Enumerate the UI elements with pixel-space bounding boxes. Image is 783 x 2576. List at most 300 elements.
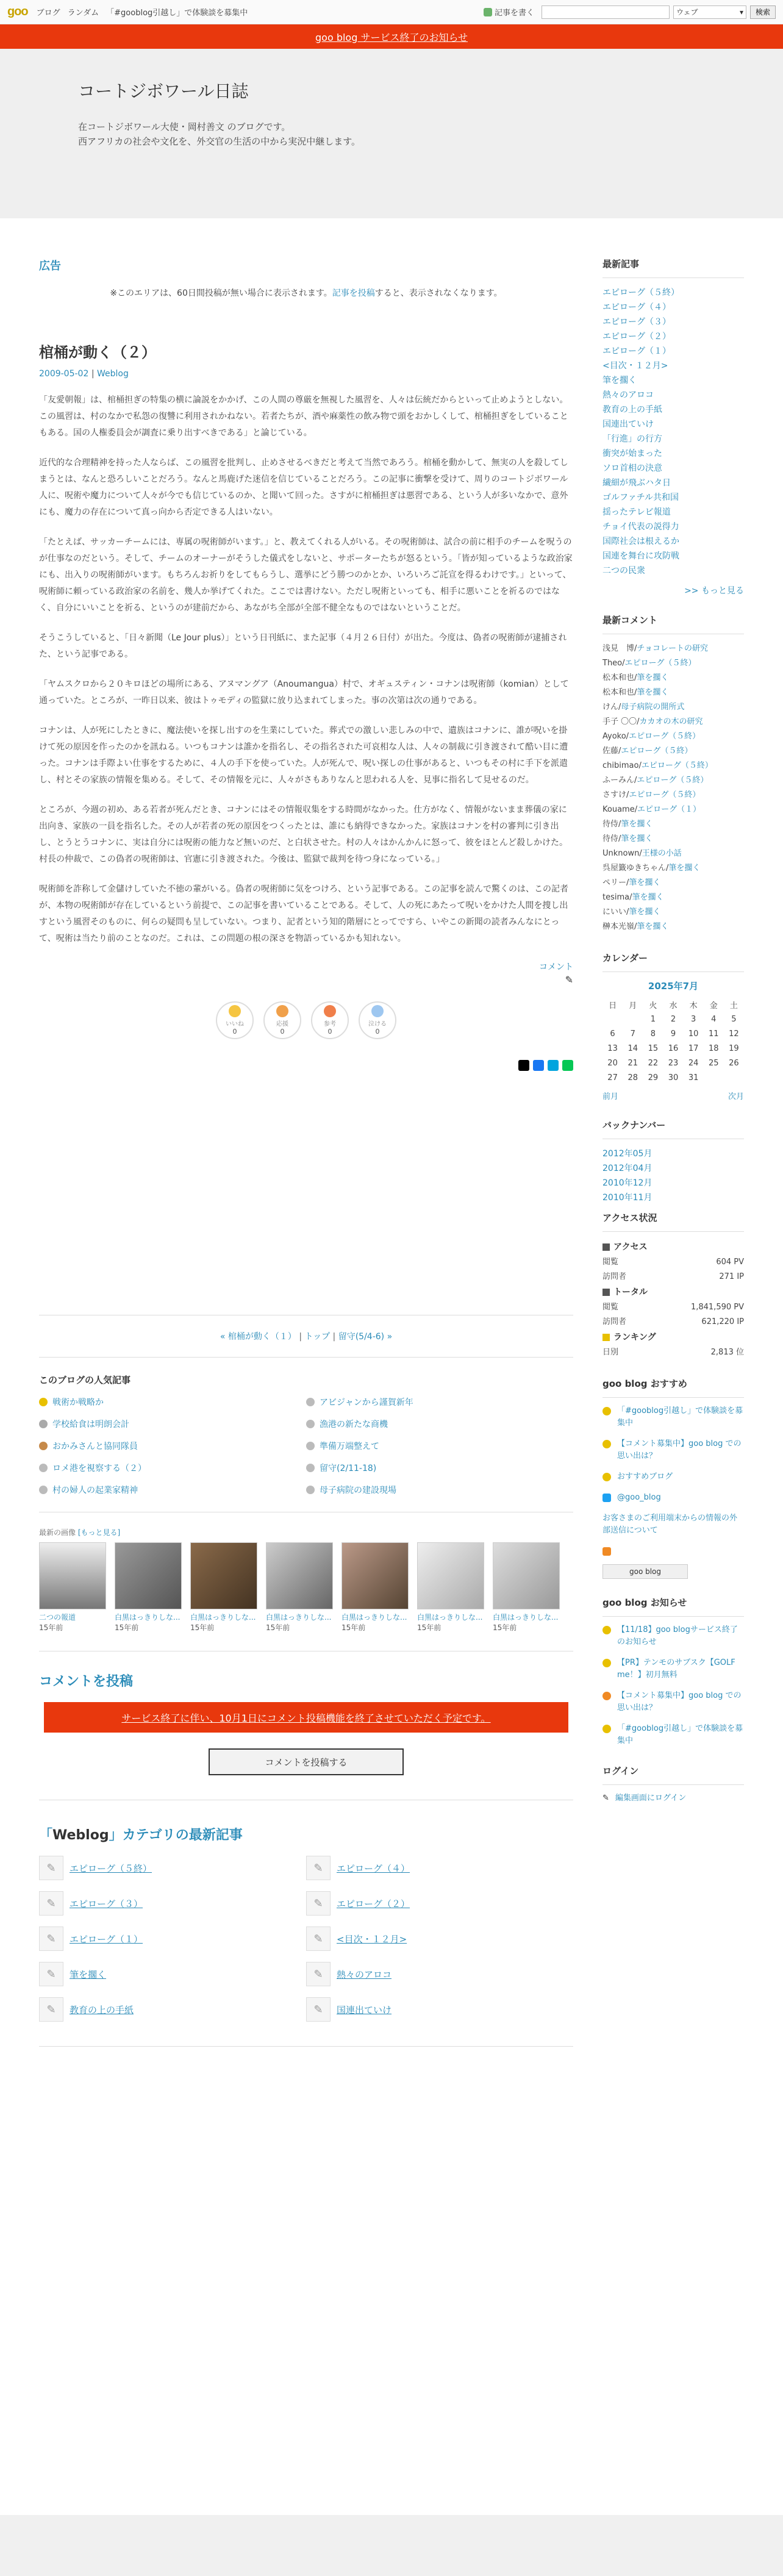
comment-post-link[interactable]: エピローグ（５終） [637,776,709,785]
thumb-age: 15年前 [341,1623,366,1632]
comment-author: Unknown/ [602,849,642,858]
image-thumb[interactable] [115,1542,182,1633]
comment-row [602,846,744,861]
access-head [602,1239,744,1255]
category-link[interactable]: エピローグ（４） [337,1862,410,1874]
comment-author: tesima/ [602,893,632,902]
comment-author: 松本和也/ [602,688,637,697]
recent-article-link[interactable]: ソロ首相の決意 [602,463,662,473]
popular-link[interactable]: ロメ港を視察する（２） [52,1464,146,1473]
popular-link[interactable]: 漁港の新たな商機 [320,1420,388,1429]
calendar-day: 26 [729,1058,739,1068]
comment-post-link[interactable]: 筆を擱く [637,673,669,682]
calendar-week [602,1026,744,1041]
calendar-day: 20 [607,1058,618,1068]
touching-face-icon [371,1005,384,1017]
category-link[interactable]: エピローグ（２） [337,1898,410,1909]
calendar-day: 7 [630,1029,635,1039]
calendar-day [602,1012,623,1026]
access-row [602,1300,744,1315]
access-value: 271 IP [719,1272,744,1281]
comment-row [602,832,744,846]
search-button[interactable]: 検索 [750,5,776,19]
login-widget [602,1764,744,1805]
access-row [602,1315,744,1329]
reaction-count: 0 [232,1028,237,1036]
line-icon[interactable] [562,1060,573,1071]
comment-author: けん/ [602,703,621,712]
popular-link[interactable]: おかみさんと協同隊員 [52,1442,138,1451]
comment-row [602,773,744,788]
comment-row [602,759,744,773]
comment-post-link[interactable]: 筆を擱く [621,820,653,829]
recent-article-link[interactable]: <目次・１２月> [602,361,668,371]
latest-images-row [39,1542,573,1633]
backnumber-link[interactable]: 2012年05月 [602,1149,652,1159]
recent-article-link[interactable]: チョイ代表の説得力 [602,522,679,532]
category-item [306,1997,573,2022]
login-title: ログイン [602,1764,744,1785]
calendar-dow: 日 [609,1001,617,1011]
comment-post-link[interactable]: 筆を擱く [632,893,664,902]
entry-meta [39,369,573,379]
comment-post-link[interactable]: 王様の小話 [642,849,682,858]
comment-row [602,876,744,890]
access-row [602,1255,744,1270]
comment-author: ふーみん/ [602,776,637,785]
access-key: 閲覧 [602,1258,619,1267]
comment-author: 佐藤/ [602,746,621,756]
entry-paragraph: ところが、今週の初め、ある若者が死んだとき、コナンにはその情報収集をする時間がなかった。仕方がなく、情報がないまま葬儀の家に出向き、家族の一員を指名した。その人が若者の死の原因をつくったとは、誰にも納得できなかった。家族はコナンを村の審判に引き出し、とうとうコナンに、実は自分には呪術の能力など無いのだ、と白状させた。村の人々はかんかんに怒って、彼をほとんど殺しかけた。村長の仲裁で、この偽者の呪術師は、官憲に引き渡された。今後は、監獄で裁判を待つ身になっている。」 [39,805,568,864]
recent-article-link[interactable]: エピローグ（４） [602,302,671,312]
reaction-label: 参考 [324,1021,336,1028]
category-item [306,1962,573,1986]
star-icon [602,1659,611,1667]
access-head-label: アクセス [613,1242,648,1252]
edit-icon: ✎ [602,1794,609,1803]
rank-icon [306,1442,315,1450]
access-value: 2,813 位 [710,1348,744,1357]
recent-article-link[interactable]: エピローグ（２） [602,332,671,342]
access-head-label: トータル [613,1287,648,1297]
recent-article-link[interactable]: 二つの民衆 [602,566,645,576]
blog-header [0,49,783,218]
recent-article-link[interactable]: 繊細が飛ぶハタ日 [602,478,671,488]
facebook-icon[interactable] [533,1060,544,1071]
category-item [39,1856,306,1880]
recent-article-link[interactable]: エピローグ（５終） [602,288,679,298]
backnumber-list [602,1147,744,1203]
thumb-age: 15年前 [417,1623,442,1632]
recent-article-link[interactable]: 「行進」の行方 [602,434,662,444]
notice-link[interactable]: 【コメント募集中】goo blog での思い出は？ [617,1691,742,1712]
image-thumb[interactable] [493,1542,560,1633]
rank-icon [306,1486,315,1494]
thumb-caption: 白黒はっきりしな... [115,1613,181,1622]
write-article-label: 記事を書く [494,9,534,18]
calendar-day: 14 [627,1043,638,1053]
reaction-label: 応援 [276,1021,288,1028]
comment-post-link[interactable]: カカオの木の研究 [639,717,703,726]
thumb-caption: 白黒はっきりしな... [266,1613,332,1622]
reaction-like-button[interactable] [216,1001,254,1039]
recommend-footnote [602,1512,744,1537]
crown-icon [39,1420,48,1428]
popular-link[interactable]: 留守(2/11-18) [320,1464,377,1473]
comment-link[interactable]: コメント [539,962,573,972]
entry-paragraph: そうこうしていると、「日々新聞（Le Jour plus）」という日刊紙に、また記事（４月２６日付）が出た。今度は、偽者の呪術師が逮捕された、という記事である。 [39,633,567,659]
calendar-day: 27 [607,1073,618,1082]
reaction-cheer-button[interactable] [263,1001,301,1039]
star-icon [602,1692,611,1700]
calendar-day: 5 [731,1014,737,1024]
comment-author: 待侍/ [602,820,621,829]
top-link[interactable]: トップ [304,1332,331,1342]
calendar-day: 21 [627,1058,638,1068]
twitter-link[interactable]: @goo_blog [617,1493,661,1502]
popular-item [306,1484,573,1496]
document-icon: ✎ [39,1927,63,1951]
access-key: 閲覧 [602,1303,619,1312]
entry-title[interactable]: 棺桶が動く（２） [39,344,156,361]
recent-article-link[interactable]: 衝突が始まった [602,449,662,459]
comment-author: 待侍/ [602,834,621,843]
notice-item [602,1624,744,1648]
ad-post-link[interactable]: 記事を投稿 [332,288,375,298]
thumb-age: 15年前 [115,1623,139,1632]
calendar-week [602,1056,744,1070]
recent-article-link[interactable]: 筆を擱く [602,376,637,385]
recent-comments-list [602,642,744,934]
image-thumb[interactable] [417,1542,484,1633]
access-key: 訪問者 [602,1272,627,1281]
calendar-day: 3 [690,1014,696,1024]
ad-notice-pre: ※このエリアは、60日間投稿が無い場合に表示されます。 [110,288,332,298]
recent-comments-widget [602,614,744,934]
calendar-dow: 月 [629,1001,637,1011]
comment-post-link[interactable]: エピローグ（５終） [641,761,713,770]
x-icon[interactable] [518,1060,529,1071]
chart-icon [602,1289,610,1296]
comment-post-link[interactable]: 筆を擱く [629,907,661,917]
image-thumb[interactable] [190,1542,257,1633]
category-link[interactable]: 国連出ていけ [337,2004,392,2016]
popular-link[interactable]: 準備万端整えて [320,1442,379,1451]
search-input[interactable] [542,5,670,19]
category-title-cat: Weblog [52,1828,109,1843]
login-link[interactable]: 編集画面にログイン [615,1794,687,1803]
entry-pager [39,1330,573,1342]
comment-post-link[interactable]: 筆を擱く [637,922,669,931]
calendar-day: 8 [650,1029,656,1039]
recent-article-link[interactable]: エピローグ（３） [602,317,671,327]
blog-description-line1: 在コートジボワール大使・岡村善文 のブログです。 [78,121,291,132]
reaction-helpful-button[interactable] [311,1001,349,1039]
external-transmission-link[interactable]: お客さまのご利用端末からの情報の外部送信について [602,1514,738,1535]
latest-images-more-link[interactable]: [もっと見る] [77,1528,121,1537]
notice-link[interactable]: 【11/18】goo blogサービス終了のお知らせ [617,1625,738,1647]
post-comment-button[interactable]: コメントを投稿する [209,1748,404,1775]
popular-item [39,1418,306,1430]
thumb-image [493,1542,560,1609]
backnumber-link[interactable]: 2010年11月 [602,1193,652,1203]
recommend-link[interactable]: おすすめブログ [617,1472,673,1481]
recent-more-link[interactable]: >> もっと見る [684,586,744,596]
category-latest-grid [39,1856,573,2022]
comment-post-link[interactable]: エピローグ（５終） [629,790,701,800]
hatena-icon[interactable] [548,1060,559,1071]
recommend-link[interactable]: 【コメント募集中】goo blog での思い出は？ [617,1439,742,1461]
document-icon: ✎ [306,1856,331,1880]
comment-row [602,729,744,744]
calendar-day: 24 [688,1058,699,1068]
rank-icon [306,1464,315,1472]
entry-paragraph: 「ヤムスクロから２０キロほどの場所にある、アヌマングア（Anoumangua）村で、オギュスティン・コナンは呪術師（komian）として通っていた。ところが、一昨日以来、彼はトゥモディの監獄に放り込まれてしまった。事の次第は次の通りである。 [39,679,569,706]
calendar-dow: 火 [649,1001,657,1011]
latest-images-label: 最新の画像 [39,1528,76,1537]
comment-row [602,685,744,700]
calendar-day: 23 [668,1058,679,1068]
crown-icon [39,1442,48,1450]
sidebar [602,257,744,1822]
popular-link[interactable]: 戦術か戦略か [52,1398,104,1408]
rss-row [602,1545,744,1556]
document-icon: ✎ [306,1962,331,1986]
like-face-icon [229,1005,241,1017]
access-head-label: ランキング [613,1333,656,1342]
calendar-dow: 土 [729,1001,738,1011]
cheer-face-icon [276,1005,288,1017]
category-title-pre: 「 [39,1828,53,1843]
comment-closing-notice [44,1702,568,1733]
post-comment-title: コメントを投稿 [39,1674,134,1689]
thumb-image [39,1542,106,1609]
service-end-notice-bar [0,24,783,49]
recommend-widget [602,1377,744,1579]
image-thumb[interactable] [266,1542,333,1633]
category-link[interactable]: エピローグ（１） [70,1933,143,1945]
nav-random[interactable]: ランダム [67,9,99,18]
thumb-age: 15年前 [266,1623,290,1632]
notice-item [602,1690,744,1714]
recent-article-link[interactable]: 国連を舞台に攻防戦 [602,551,679,561]
recent-article-link[interactable]: エピローグ（１） [602,346,671,356]
calendar-table [602,997,744,1085]
reaction-buttons [39,1001,573,1039]
nav-campaign[interactable]: 「#gooblog引越し」で体験談を募集中 [106,9,248,18]
comment-row [602,817,744,832]
popular-item [306,1440,573,1452]
calendar-week [602,1041,744,1056]
calendar-next-link[interactable]: 次月 [728,1092,744,1101]
recent-article-link[interactable]: 国連出ていけ [602,420,654,429]
recent-article-link[interactable]: 教育の上の手紙 [602,405,662,415]
entry-paragraph: 呪術師を詐称して金儲けしていた不徳の輩がいる。偽者の呪術師に気をつけろ、という記事である。この記事を読んで驚くのは、この記者が、本物の呪術師が存在しているという前提で、この記事を書いていることである。そして、人の死にあたって呪いをかけた人間を捜し出すという風習そのものに、何らの疑問も呈していない。つまり、記者という知的階層にとってですら、いやこの新聞の読者みんなにとって、呪術は当たり前のことなのだ。これは、この問題の根の深さを物語っているかも知れない。 [39,884,568,943]
share-row [39,974,573,986]
recent-article-link[interactable]: ゴルファチル共和国 [602,493,679,503]
calendar-day: 2 [670,1014,676,1024]
comment-post-link[interactable]: チョコレートの研究 [637,644,709,653]
calendar-day: 16 [668,1043,679,1053]
access-widget [602,1211,744,1360]
thumb-age: 15年前 [493,1623,517,1632]
thumb-image [190,1542,257,1609]
popular-item [306,1418,573,1430]
comment-row [602,671,744,685]
service-end-notice-link[interactable]: goo blog サービス終了のお知らせ [315,31,468,43]
backnumber-link[interactable]: 2012年04月 [602,1164,652,1173]
badge-label: goo blog [629,1567,662,1576]
blog-description-line2: 西アフリカの社会や文化を、外交官の生活の中から実況中継します。 [78,136,361,147]
access-value: 621,220 IP [701,1317,744,1326]
comment-row [602,890,744,905]
prev-entry-link[interactable]: « 棺桶が動く（１） [220,1332,296,1342]
divider [39,1357,573,1358]
entry-date[interactable]: 2009-05-02 [39,369,89,379]
calendar-day: 1 [650,1014,656,1024]
search-scope-select[interactable] [673,5,746,19]
category-item [39,1927,306,1951]
ad-title: 広告 [39,260,61,273]
rank-icon [306,1420,315,1428]
calendar-day: 13 [607,1043,618,1053]
image-thumb[interactable] [341,1542,409,1633]
recent-articles-list [602,285,744,578]
calendar-prev-link[interactable]: 前月 [602,1092,619,1101]
comment-author: 松本和也/ [602,673,637,682]
comment-post-link[interactable]: エピローグ（５終） [621,746,693,756]
twitter-icon [602,1494,611,1502]
comment-post-link[interactable]: 母子病院の開所式 [621,703,685,712]
calendar-day: 28 [627,1073,638,1082]
access-value: 604 PV [716,1258,744,1267]
lightbulb-icon [602,1473,611,1481]
edit-icon[interactable]: ✎ [565,974,573,986]
calendar-day [724,1070,744,1085]
comment-post-link[interactable]: 筆を擱く [668,864,701,873]
reaction-count: 0 [327,1028,332,1036]
popular-articles-grid [39,1396,573,1496]
comment-author: 榊本光嶺/ [602,922,637,931]
notice-link[interactable]: 【PR】テンモのサブスク【GOLF me！】初月無料 [617,1658,735,1680]
popular-link[interactable]: アビジャンから謹賀新年 [320,1398,413,1408]
category-item [39,1891,306,1916]
category-link[interactable]: エピローグ（５終） [70,1862,152,1874]
comment-post-link[interactable]: エピローグ（１） [637,805,701,814]
calendar-title: カレンダー [602,951,744,972]
recent-article-link[interactable]: 熱々のアロコ [602,390,654,400]
calendar-day: 25 [709,1058,719,1068]
popular-link[interactable]: 村の婦人の起業家精神 [52,1486,138,1495]
rank-icon [39,1486,48,1494]
category-link[interactable]: 教育の上の手紙 [70,2004,134,2016]
recent-comments-title: 最新コメント [602,614,744,634]
category-link[interactable]: 熱々のアロコ [337,1969,392,1980]
document-icon: ✎ [306,1891,331,1916]
crown-icon [602,1334,610,1341]
next-entry-link[interactable]: 留守(5/4-6) » [338,1332,393,1342]
comment-post-link[interactable]: 筆を擱く [637,688,669,697]
rss-icon [602,1547,611,1556]
goo-logo[interactable]: goo [7,5,28,18]
comment-post-link[interactable]: エピローグ（５終） [624,659,696,668]
recent-article-link[interactable]: 国際社会は根えるか [602,537,679,546]
thumb-image [115,1542,182,1609]
entry-meta-sep: | [91,369,95,379]
calendar-table-wrap [602,997,744,1085]
backnumber-link[interactable]: 2010年12月 [602,1178,652,1188]
comment-author: 浅見 博/ [602,644,637,653]
category-link[interactable]: 筆を擱く [70,1969,107,1980]
category-link[interactable]: <目次・１２月> [337,1933,407,1945]
comment-post-link[interactable]: エピローグ（５終） [629,732,701,741]
category-latest-title [39,1825,573,1844]
comment-row [602,700,744,715]
write-article-button[interactable] [484,6,534,18]
calendar-day [623,1012,643,1026]
login-row [602,1792,744,1805]
document-icon: ✎ [39,1997,63,2022]
comment-author: ペリー/ [602,878,629,887]
popular-link[interactable]: 母子病院の建設現場 [320,1486,396,1495]
reaction-touching-button[interactable] [359,1001,396,1039]
access-key: 日別 [602,1348,619,1357]
chart-icon [602,1243,610,1251]
notices-widget [602,1596,744,1747]
comment-author: 呉屋籤ゆきちゃん/ [602,864,669,873]
recent-article-link[interactable]: 揺ったテレビ報道 [602,507,671,517]
comment-closing-text[interactable]: サービス終了に伴い、10月1日にコメント投稿機能を終了させていただく予定です。 [121,1712,491,1724]
category-item [306,1856,573,1880]
star-icon [602,1626,611,1634]
entry-category[interactable]: Weblog [97,369,129,379]
access-row [602,1345,744,1360]
goo-blog-badge[interactable] [602,1564,688,1579]
reaction-label: 泣ける [368,1021,387,1028]
popular-item [306,1462,573,1474]
calendar-dow: 木 [689,1001,698,1011]
blog-title[interactable]: コートジボワール日誌 [78,81,249,101]
comment-row [602,744,744,759]
calendar-week [602,1012,744,1026]
notice-link[interactable]: 「#gooblog引越し」で体験談を募集中 [617,1724,743,1745]
comment-post-link[interactable]: 筆を擱く [629,878,661,887]
category-link[interactable]: エピローグ（３） [70,1898,143,1909]
popular-link[interactable]: 学校給食は明朗会計 [52,1420,129,1429]
calendar-day: 17 [688,1043,699,1053]
recommend-link[interactable]: 「#gooblog引越し」で体験談を募集中 [617,1406,743,1428]
comment-link-row [39,961,573,973]
thumb-caption: 白黒はっきりしな... [417,1613,483,1622]
document-icon: ✎ [39,1962,63,1986]
rank-icon [306,1398,315,1406]
document-icon: ✎ [306,1997,331,2022]
thumb-caption: 白黒はっきりしな... [190,1613,256,1622]
nav-blog[interactable]: ブログ [36,9,60,18]
pen-icon [484,8,492,16]
comment-post-link[interactable]: 筆を擱く [621,834,653,843]
entry-paragraph: 「友愛朝報」は、棺桶担ぎの特集の横に論説をかかげ、この人間の尊厳を無視した風習を、人々は伝統だからといって止めようとしない。この風習は、村のなかで私怨の復讐に利用されかねない。若者たちが、酒や麻薬性の飲み物で頭をおかしくして、棺桶担ぎをしていることもある。国の人権委員会が調査に乗り出すべきである」と論じている。 [39,395,568,438]
top-bar [0,0,783,24]
recent-articles-title: 最新記事 [602,257,744,278]
access-key: 訪問者 [602,1317,627,1326]
image-thumb[interactable] [39,1542,106,1633]
comment-author: chibimao/ [602,761,642,770]
popular-item [39,1396,306,1408]
document-icon: ✎ [39,1891,63,1916]
category-item [306,1927,573,1951]
comment-author: Ayoko/ [602,732,629,741]
